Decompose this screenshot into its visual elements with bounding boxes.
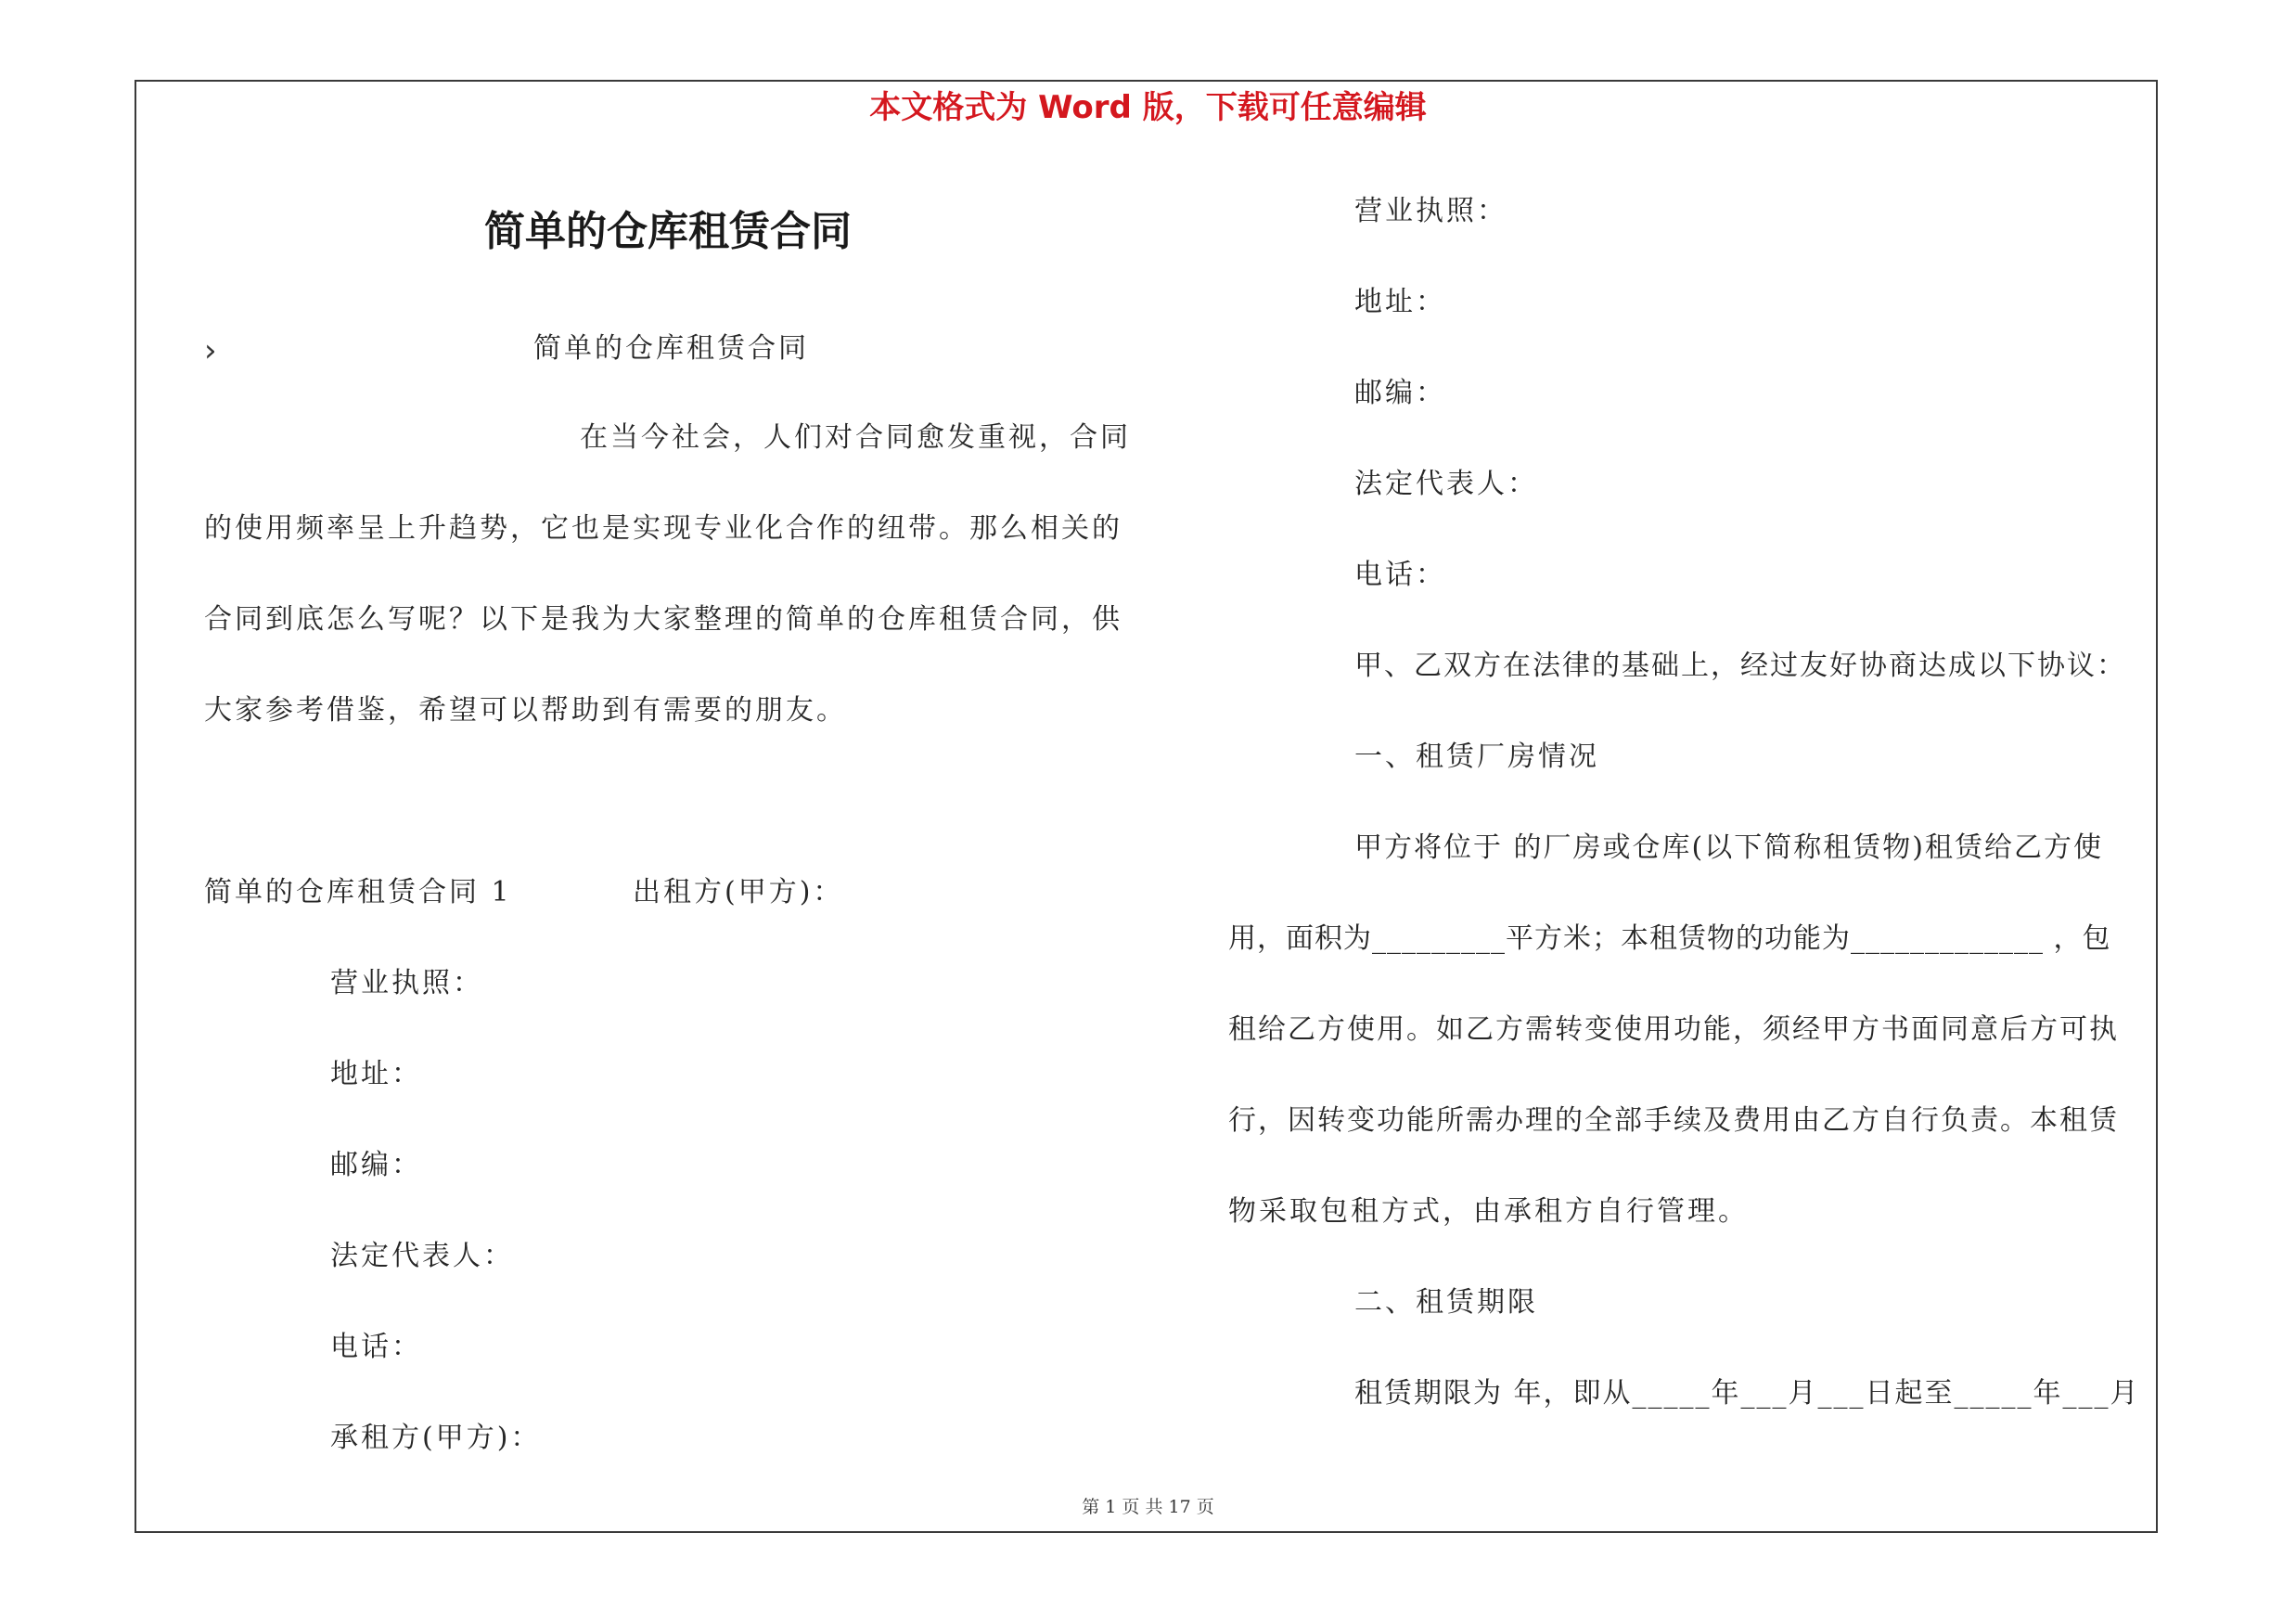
contract-heading: 简单的仓库租赁合同 1 bbox=[204, 876, 512, 908]
field-legal-representative: 法定代表人： bbox=[1354, 468, 1538, 500]
section1-line: 用，面积为_________平方米；本租赁物的功能为_____________ ，包 bbox=[1228, 922, 2111, 955]
section2-title: 二、租赁期限 bbox=[1354, 1286, 1538, 1319]
field-phone: 电话： bbox=[330, 1331, 422, 1363]
field-legal-representative: 法定代表人： bbox=[330, 1240, 514, 1272]
intro-line: 的使用频率呈上升趋势，它也是实现专业化合作的纽带。那么相关的 bbox=[204, 512, 1122, 545]
section1-line: 行，因转变功能所需办理的全部手续及费用由乙方自行负责。本租赁 bbox=[1228, 1104, 2119, 1137]
page-border bbox=[135, 80, 2158, 1533]
section1-line: 甲方将位于 的厂房或仓库(以下简称租赁物)租赁给乙方使 bbox=[1354, 831, 2103, 864]
document-title: 简单的仓库租赁合同 bbox=[484, 208, 852, 255]
intro-line: 在当今社会，人们对合同愈发重视，合同 bbox=[580, 421, 1131, 454]
section1-line: 租给乙方使用。如乙方需转变使用功能，须经甲方书面同意后方可执 bbox=[1228, 1013, 2119, 1046]
page-number: 第 1 页 共 17 页 bbox=[1082, 1497, 1214, 1517]
section1-title: 一、租赁厂房情况 bbox=[1354, 741, 1599, 773]
intro-line: 合同到底怎么写呢？以下是我为大家整理的简单的仓库租赁合同，供 bbox=[204, 603, 1122, 636]
chevron-right-icon: › bbox=[204, 332, 217, 369]
section1-line: 物采取包租方式，由承租方自行管理。 bbox=[1228, 1195, 1749, 1228]
intro-line: 大家参考借鉴，希望可以帮助到有需要的朋友。 bbox=[204, 694, 847, 727]
word-format-banner: 本文格式为 Word 版，下载可任意编辑 bbox=[869, 89, 1427, 126]
subtitle: 简单的仓库租赁合同 bbox=[533, 332, 809, 365]
field-postcode: 邮编： bbox=[330, 1149, 422, 1181]
field-address: 地址： bbox=[330, 1058, 422, 1090]
field-postcode: 邮编： bbox=[1354, 377, 1446, 409]
section2-line: 租赁期限为 年，即从_____年___月___日起至_____年___月 bbox=[1354, 1377, 2140, 1410]
field-phone: 电话： bbox=[1354, 559, 1446, 591]
lessor-label: 出租方(甲方)： bbox=[633, 876, 844, 908]
agreement-line: 甲、乙双方在法律的基础上，经过友好协商达成以下协议： bbox=[1354, 650, 2126, 682]
field-lessee: 承租方(甲方)： bbox=[330, 1422, 542, 1454]
field-address: 地址： bbox=[1354, 286, 1446, 318]
field-business-license: 营业执照： bbox=[1354, 195, 1507, 227]
field-business-license: 营业执照： bbox=[330, 967, 483, 999]
